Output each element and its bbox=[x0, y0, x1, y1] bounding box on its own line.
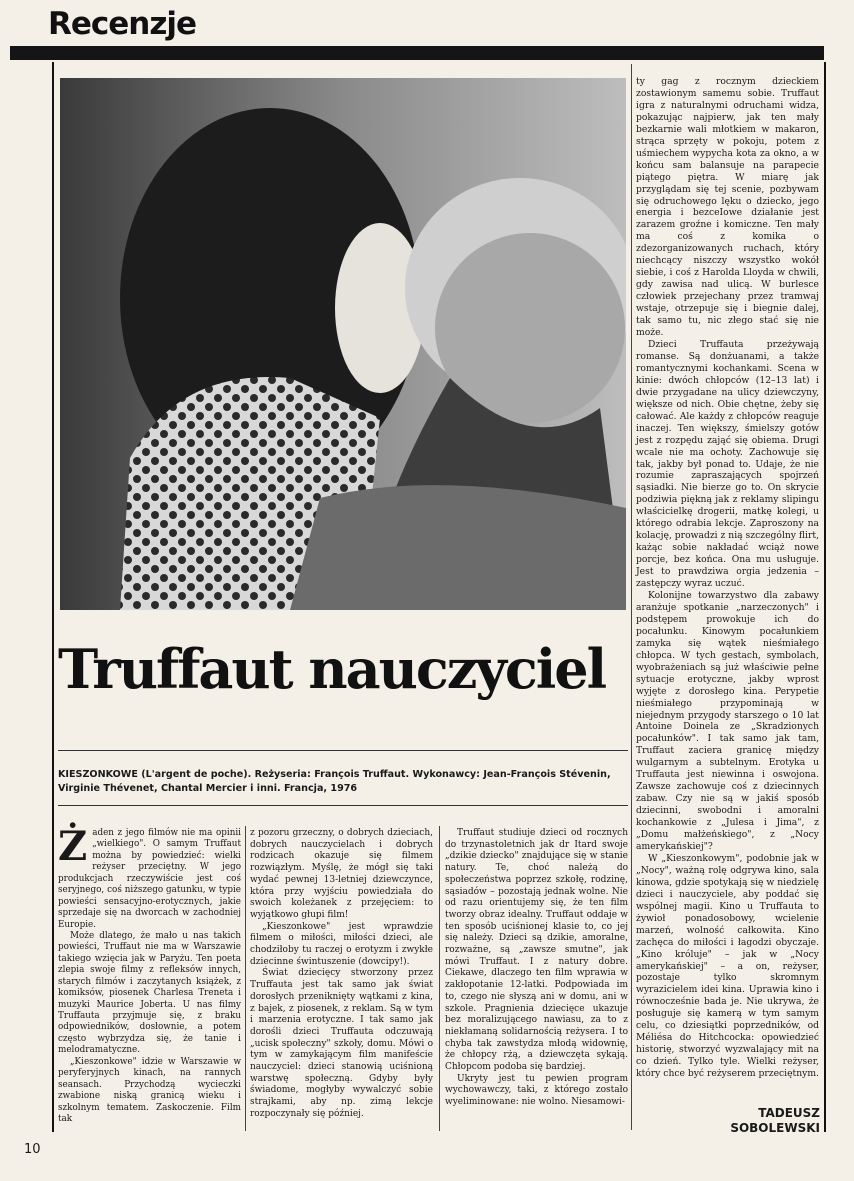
paragraph: Może dlatego, że mało u nas takich powieści, Truffaut nie ma w Warszawie takiego wzięcia jak w Paryżu. Ten poeta zlepia swoje filmy z refleksów innych, starych filmów i zaczytanych książek, z komiksów, piosenek Charlesa Treneta i muzyki Maurice Joberta. U nas filmy Truffauta przyjmuje się, z braku odpowiedników, dosłownie, a potem często wybrzydza się, że tanie i melodramatyczne. bbox=[58, 930, 241, 1056]
column-separator bbox=[631, 64, 632, 1130]
paragraph: z pozoru grzeczny, o dobrych dzieciach, dobrych nauczycielach i dobrych rodzicach okazuje się filmem rozwiązłym. Myślę, że mógł się taki wydać pewnej 13-letniej dziewczynce, która przy wyjściu powiedziała do swoich koleżanek z przejęciem: to wyjątkowo głupi film! bbox=[250, 828, 433, 920]
article-column-1 bbox=[58, 823, 241, 1125]
paragraph: aden z jego filmów nie ma opinii „wielkiego". O samym Truffaut można by powiedzieć: wielki reżyser przeciętny. W jego produkcjach rzeczywiście jest coś seryjnego, coś niższego gatunku, w typie powieści sensacyjno-erotycznych, jakie sprzedaje się na dworcach w zachodniej Europie. bbox=[58, 828, 241, 930]
paragraph: „Kieszonkowe" idzie w Warszawie w peryferyjnych kinach, na rannych seansach. Przychodzą wycieczki zwabione niską granicą wieku i szkolnym tematem. Zaskoczenie. Film tak bbox=[58, 1056, 241, 1124]
column-separator bbox=[439, 826, 440, 1131]
article-column-4 bbox=[636, 76, 819, 1080]
section-title: Recenzje bbox=[48, 6, 197, 42]
author-byline bbox=[730, 1106, 820, 1136]
author-last-name: SOBOLEWSKI bbox=[730, 1121, 820, 1135]
photo-illustration bbox=[60, 78, 626, 610]
article-headline: Truffaut nauczyciel bbox=[58, 637, 606, 701]
credits-bottom-rule bbox=[58, 805, 628, 806]
film-still-photo bbox=[60, 78, 626, 610]
paragraph: Ukryty jest tu pewien program wychowawczy, taki, z którego zostało wyeliminowane: nie wolno. Niesamowi- bbox=[445, 1073, 628, 1108]
paragraph: Truffaut studiuje dzieci od rocznych do trzynastoletnich jak dr Itard swoje „dzikie dziecko" znajdujące się w stanie natury. Te, choć należą do społeczeństwa poprzez szkołę, rodzinę, sąsiadów – pozostają jednak wolne. Nie od razu orientujemy się, że ten film tworzy obraz idealny. Truffaut oddaje w ten sposób uciśnionej klasie to, co jej się należy. Dzieci są dzikie, amoralne, rozważne, są „zawsze smutne", jak mówi Truffaut. I z natury dobre. Ciekawe, dlaczego ten film wprawia w zakłopotanie 12-latki. Podpowiada im to, czego nie słyszą ani w domu, ani w szkole. Pragnienia dziecięce ukazuje bez moralizującego nawiasu, za to z niekłamaną solidarnością reżysera. I to chyba tak zawstydza młodą widownię, że chłopcy rżą, a dziewczęta sykają. Chłopcom podoba się bardziej. bbox=[445, 828, 628, 1073]
header-rule bbox=[10, 46, 824, 60]
page-number: 10 bbox=[24, 1142, 41, 1157]
paragraph: „Kieszonkowe" jest wprawdzie filmem o miłości, miłości dzieci, ale chodziłoby tu raczej o erotyzm i zwykłe dziecinne świntuszenie (dowcipy!). bbox=[250, 921, 433, 967]
drop-cap: Ż bbox=[58, 823, 88, 870]
column-separator bbox=[245, 826, 246, 1131]
left-border-line bbox=[52, 62, 54, 1132]
author-first-name: TADEUSZ bbox=[758, 1106, 820, 1120]
paragraph: Kolonijne towarzystwo dla zabawy aranżuje spotkanie „narzeczonych" i podstępem prowokuje ich do pocałunku. Kinowym pocałunkiem zamyka się wątek nieśmiałego chłopca. W tych gestach, symbolach, wyobrażeniach są już właściwie pełne sytuacje erotyczne, jakby wprost wyjęte z dorosłego kina. Perypetie nieśmiałego przypominają w niejednym przygody starszego o 10 lat Antoine Doinela ze „Skradzionych pocałunków". I tak samo jak tam, Truffaut zaciera granicę między wulgarnym a subtelnym. Erotyka u Truffauta jest niewinna i oswojona. Zawsze zachowuje coś z dziecinnych zabaw. Czy nie są w jakiś sposób dziecinni, swobodni i amoralni kochankowie z „Julesa i Jima", z „Domu małżeńskiego", z „Nocy amerykańskiej"? bbox=[636, 589, 819, 852]
article-column-2 bbox=[250, 828, 433, 1121]
article-column-3 bbox=[445, 828, 628, 1109]
paragraph: Świat dziecięcy stworzony przez Truffauta jest tak samo jak świat dorosłych przeniknięty wątkami z kina, z bajek, z piosenek, z reklam. Są w tym i marzenia erotyczne. I tak samo jak dorośli dzieci Truffauta odczuwają „ucisk społeczny" szkoły, domu. Mówi o tym w zamykającym film manifeście nauczyciel: dzieci stanowią uciśnioną warstwę społeczną. Gdyby były świadome, mogłyby wywalczyć sobie strajkami, aby np. zimą lekcje rozpoczynały się później. bbox=[250, 968, 433, 1119]
film-credits: KIESZONKOWE (L'argent de poche). Reżyseria: François Truffaut. Wykonawcy: Jean-François Stévenin, Virginie Thévenet, Chantal Mercier i inni. Francja, 1976 bbox=[58, 769, 611, 794]
paragraph: ty gag z rocznym dzieckiem zostawionym samemu sobie. Truffaut igra z naturalnymi odruchami widza, pokazując najpierw, jak ten mały bezkarnie wali młotkiem w makaron, strąca sprzęty w pokoju, potem z uśmiechem wypycha kota za okno, a w końcu sam balansuje na parapecie piątego piętra. W miarę jak przyglądam się tej scenie, pozbywam się odruchowego lęku o dziecko, jego energia i bezceIowe działanie jest zarazem groźne i komiczne. Ten mały ma coś z komika o zdezorganizowanych ruchach, który niechcący niszczy wszystko wokół siebie, i coś z Harolda Lloyda w chwili, gdy zawisa nad ulicą. W burlesce człowiek przejechany przez tramwaj wstaje, otrzepuje się i biegnie dalej, tak samo tu, nic złego stać się nie może. bbox=[636, 76, 819, 339]
paragraph: Dzieci Truffauta przeżywają romanse. Są donżuanami, a także romantycznymi kochankami. Scena w kinie: dwóch chłopców (12–13 lat) i dwie przygadane na ulicy dziewczyny, większe od nich. Obie chętne, żeby się całować. Ale każdy z chłopców reaguje inaczej. Ten większy, śmielszy gotów jest z rozpędu zająć się obiema. Drugi wcale nie ma ochoty. Zachowuje się tak, jakby był ponad to. Udaje, że nie rozumie zapraszających spojrzeń sąsiadki. Nie bierze go to. On skrycie podziwia piękną jak z reklamy slipingu właścicielkę drogerii, matkę kolegi, u którego odrabia lekcje. Zaproszony na kolację, prowadzi z nią szczególny flirt, każąc sobie nakładać wciąż nowe porcje, bez końca. Ona mu usługuje. Jest to prawdziwa orgia jedzenia – zastępczy wyraz uczuć. bbox=[636, 338, 819, 590]
credits-top-rule bbox=[58, 750, 628, 751]
paragraph: W „Kieszonkowym", podobnie jak w „Nocy", ważną rolę odgrywa kino, sala kinowa, gdzie spotykają się w niedzielę dzieci i nauczyciele, aby poddać się wspólnej magii. Kino u Truffauta to żywioł ponadosobowy, wcielenie marzeń, wolność całkowita. Kino zachęca do miłości i łagodzi obyczaje. „Kino króluje" – jak w „Nocy amerykańskiej" – a on, reżyser, pozostaje tylko skromnym wyrazicielem idei kina. Uprawia kino i równocześnie bada je. Nie ukrywa, że posługuje się kamerą w tym samym celu, co dziesiątki poprzedników, od Méliésa do Hitchcocka: opowiedzieć historię, stworzyć wyzwalający mit na co dzień. Tylko tyle. Wielki reżyser, który chce być reżyserem przeciętnym. bbox=[636, 852, 819, 1080]
right-border-line bbox=[824, 62, 826, 1132]
